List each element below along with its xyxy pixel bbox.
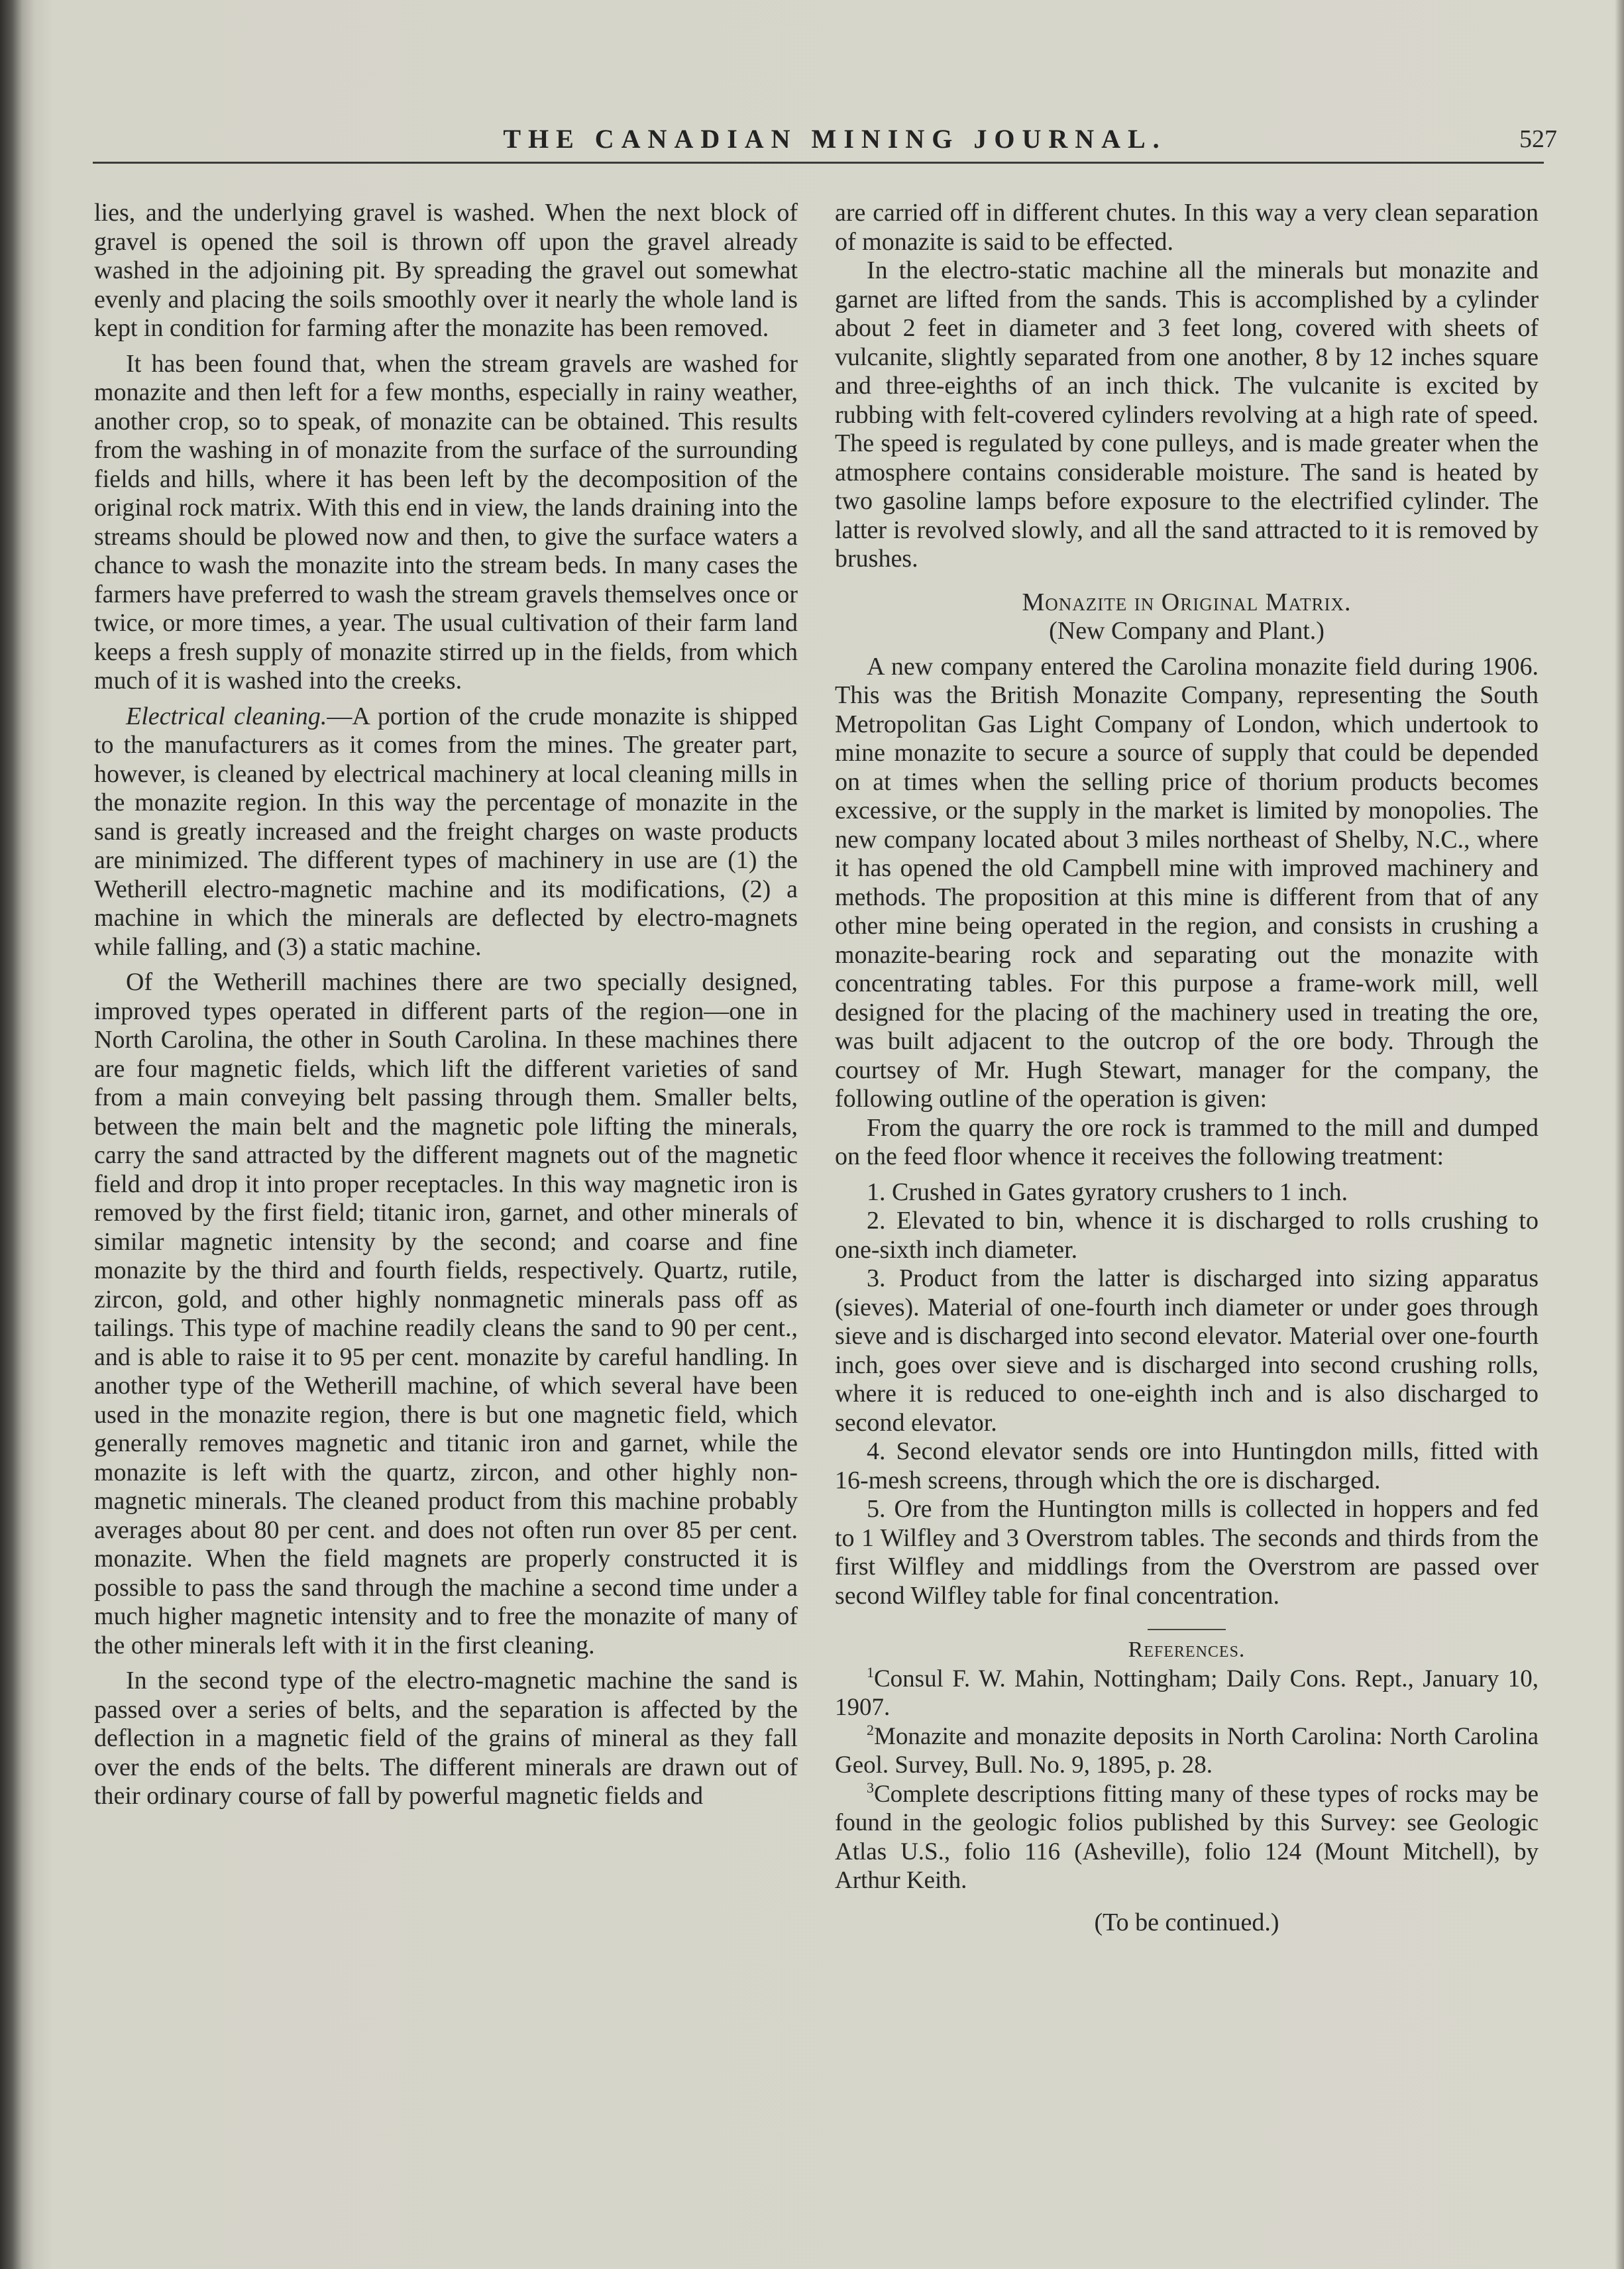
footnote-mark: 2 (867, 1721, 874, 1738)
reference-item (835, 1665, 1539, 1722)
paragraph: Of the Wetherill machines there are two specially designed, improved types operated in different parts of the region—one in North Carolina, the other in South Carolina. In these machines there are four magnetic fields, which lift the different varieties of sand from a main conveying belt passing through them. Smaller belts, between the main belt and the magnetic pole lifting the minerals, carry the sand attracted by the different magnets out of the magnetic field and drop it into proper receptacles. In this way magnetic iron is removed by the first field; titanic iron, garnet, and other minerals of similar magnetic intensity by the second; and coarse and fine monazite by the third and fourth fields, respectively. Quartz, rutile, zircon, gold, and other highly nonmagnetic minerals pass off as tailings. This type of machine readily cleans the sand to 90 per cent., and is able to raise it to 95 per cent. monazite by careful handling. In another type of the Wetherill machine, of which several have been used in the monazite region, there is but one magnetic field, which generally removes magnetic and titanic iron and garnet, while the monazite is left with the quartz, zircon, and other highly non-magnetic minerals. The cleaned product from this machine probably averages about 80 per cent. and does not often run over 85 per cent. monazite. When the field magnets are properly constructed it is possible to pass the sand through the machine a second time under a much higher magnetic intensity and to free the monazite of many of the other minerals left with it in the first cleaning. (94, 968, 798, 1659)
paragraph: From the quarry the ore rock is trammed to the mill and dumped on the feed floor whence it receives the following treatment: (835, 1113, 1539, 1170)
paragraph: are carried off in different chutes. In this way a very clean separation of monazite is said to be effected. (835, 199, 1539, 256)
footnote-mark: 1 (867, 1663, 874, 1681)
reference-item (835, 1780, 1539, 1895)
paragraph (94, 702, 798, 962)
running-title: THE CANADIAN MINING JOURNAL. (503, 124, 1167, 154)
section-subheading: (New Company and Plant.) (1049, 617, 1325, 645)
section-heading: Monazite in Original Matrix. (1022, 588, 1352, 616)
paragraph: In the electro-static machine all the minerals but monazite and garnet are lifted from the sands. This is accomplished by a cylinder about 2 feet in diameter and 3 feet long, covered with sheets of vulcanite, slightly separated from one another, 8 by 12 inches square and three-eighths of an inch thick. The vulcanite is excited by rubbing with felt-covered cylinders revolving at a high rate of speed. The speed is regulated by cone pulleys, and is made greater when the atmosphere contains considerable moisture. The sand is heated by two gasoline lamps before exposure to the electrified cylinder. The latter is revolved slowly, and all the sand attracted to it is removed by brushes. (835, 256, 1539, 573)
references-heading: References. (1128, 1637, 1246, 1662)
list-item: 1. Crushed in Gates gyratory crushers to 1 inch. (867, 1178, 1348, 1206)
list-item: 2. Elevated to bin, whence it is discharged to rolls crushing to one-sixth inch diameter. (835, 1207, 1539, 1264)
footnote-mark: 3 (867, 1779, 874, 1796)
paragraph: A new company entered the Carolina monazite field during 1906. This was the British Monazite Company, representing the South Metropolitan Gas Light Company of London, which undertook to mine monazite to secure a source of supply that could be depended on at times when the selling price of thorium products becomes excessive, or the supply in the market is limited by monopolies. The new company located about 3 miles northeast of Shelby, N.C., where it has opened the old Campbell mine with improved machinery and methods. The proposition at this mine is different from that of any other mine being operated in the region, and consists in crushing a monazite-bearing rock and separating out the monazite with concentrating tables. For this purpose a frame-work mill, well designed for the placing of the machinery used in treating the ore, was built adjacent to the outcrop of the ore body. Through the courtsey of Mr. Hugh Stewart, manager for the company, the following outline of the operation is given: (835, 652, 1539, 1113)
reference-item (835, 1722, 1539, 1780)
left-column (94, 199, 798, 1811)
list-item: 4. Second elevator sends ore into Huntingdon mills, fitted with 16-mesh screens, through which the ore is discharged. (835, 1437, 1539, 1494)
list-item: 3. Product from the latter is discharged into sizing apparatus (sieves). Material of one-fourth inch diameter or under goes through sieve and is discharged into second elevator. Material over one-fourth inch, goes over sieve and is discharged into second crushing rolls, where it is reduced to one-eighth inch and is also discharged to second elevator. (835, 1264, 1539, 1437)
reference-text: Complete descriptions fitting many of these types of rocks may be found in the geologic folios published by this Survey: see Geologic Atlas U.S., folio 116 (Asheville), folio 124 (Mount Mitchell), by Arthur Keith. (835, 1780, 1539, 1894)
references-rule (1148, 1629, 1226, 1630)
list-item: 5. Ore from the Huntington mills is collected in hoppers and fed to 1 Wilfley and 3 Overstrom tables. The seconds and thirds from the first Wilfley and middlings from the Overstrom are passed over second Wilfley table for final concentration. (835, 1495, 1539, 1610)
paragraph: In the second type of the electro-magnetic machine the sand is passed over a series of belts, and the separation is affected by the deflection in a magnetic field of the grains of mineral as they fall over the ends of the belts. The different minerals are drawn out of their ordinary course of fall by powerful magnetic fields and (94, 1667, 798, 1810)
header-rule (93, 162, 1544, 164)
page-edge (1615, 0, 1624, 2269)
run-in-heading: Electrical cleaning. (126, 702, 327, 730)
paragraph: It has been found that, when the stream gravels are washed for monazite and then left for a few months, especially in rainy weather, another crop, so to speak, of monazite can be obtained. This results from the washing in of monazite from the surface of the surrounding fields and hills, where it has been left by the decomposition of the original rock matrix. With this end in view, the lands draining into the streams should be plowed now and then, to give the surface waters a chance to wash the monazite into the stream beds. In many cases the farmers have preferred to wash the stream gravels themselves once or twice, or more times, a year. The usual cultivation of their farm land keeps a fresh supply of monazite stirred up in the fields, from which much of it is washed into the creeks. (94, 349, 798, 694)
reference-text: Monazite and monazite deposits in North Carolina: North Carolina Geol. Survey, Bull. No. 9, 1895, p. 28. (835, 1722, 1539, 1779)
page-header (113, 123, 1557, 160)
page-number: 527 (1519, 125, 1557, 153)
reference-text: Consul F. W. Mahin, Nottingham; Daily Cons. Rept., January 10, 1907. (835, 1665, 1539, 1721)
paragraph: lies, and the underlying gravel is washed. When the next block of gravel is opened the soil is thrown off upon the gravel already washed in the adjoining pit. By spreading the gravel out somewhat evenly and placing the soils smoothly over it nearly the whole land is kept in condition for farming after the monazite has been removed. (94, 199, 798, 342)
paragraph-text: —A portion of the crude monazite is shipped to the manufacturers as it comes from the mines. The greater part, however, is cleaned by electrical machinery at local cleaning mills in the monazite region. In this way the percentage of monazite in the sand is greatly increased and the freight charges on waste products are minimized. The different types of machinery in use are (1) the Wetherill electro-magnetic machine and its modifications, (2) a machine in which the minerals are deflected by electro-magnets while falling, and (3) a static machine. (94, 702, 798, 961)
right-column (835, 199, 1539, 1937)
continued-note: (To be continued.) (1094, 1908, 1279, 1936)
